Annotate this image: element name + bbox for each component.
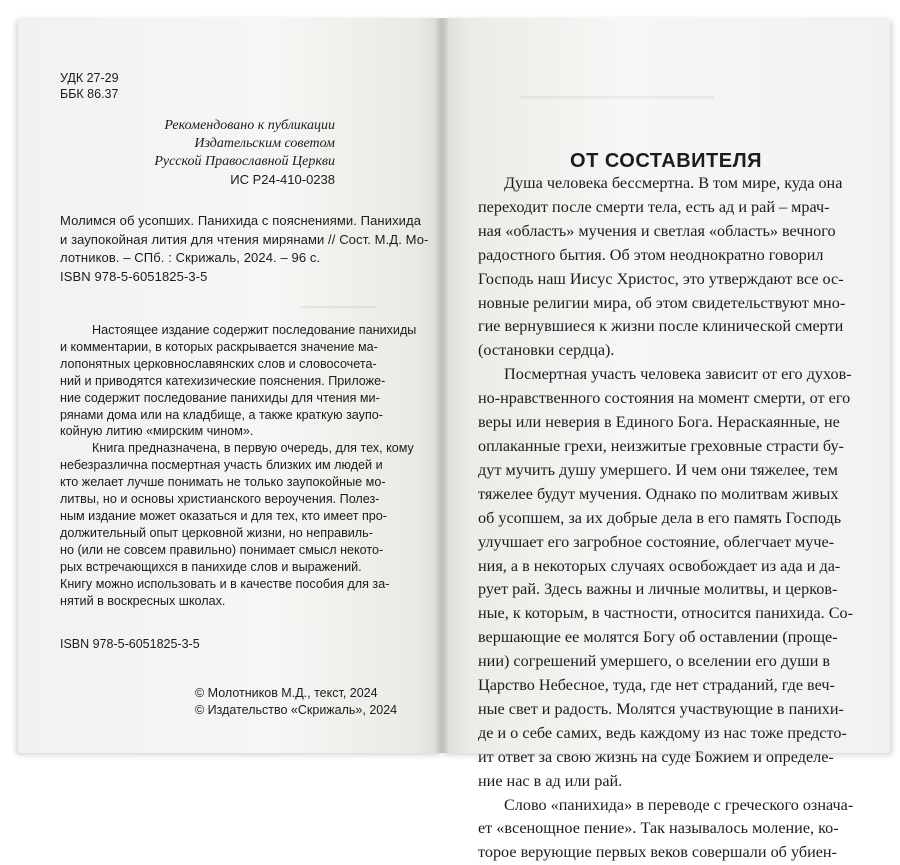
text-line: вершающие ее молятся Богу об оставлении (проще-: [478, 628, 838, 647]
text-line: торое верующие первых веков совершали об убиен-: [478, 843, 837, 862]
show-through-text: ━━━━━━━━━━━━━━━━━━━━━━━: [520, 91, 714, 106]
recommendation-note: [135, 117, 335, 189]
annotation-line: нятий в воскресных школах.: [60, 593, 226, 608]
annotation-line: ние содержит последование панихиды для чтения ми-: [60, 390, 380, 405]
annotation-line: Книга предназначена, в первую очередь, для тех, кому: [92, 441, 414, 456]
copyright-line: © Молотников М.Д., текст, 2024: [195, 686, 378, 700]
text-line: новные религии мира, об этом свидетельствуют мно-: [478, 293, 846, 312]
text-line: дут мучить душу умершего. И чем они тяжелее, тем: [478, 460, 838, 479]
text-line: ние нас в ад или рай.: [478, 771, 623, 790]
recommendation-line: Русской Православной Церкви: [154, 154, 335, 169]
biblio-line: и заупокойная лития для чтения мирянами // Сост. М.Д. Мо-: [60, 231, 429, 247]
annotation-line: Книгу можно использовать и в качестве пособия для за-: [60, 576, 390, 591]
annotation-line: Настоящее издание содержит последование панихиды: [92, 323, 417, 337]
text-line: Душа человека бессмертна. В том мире, куда она: [504, 174, 843, 192]
text-line: радостного бытия. Об этом неоднократно говорил: [478, 245, 824, 264]
text-line: Царство Небесное, туда, где нет страданий, где веч-: [478, 676, 835, 695]
text-line: но-нравственного состояния на момент смерти, от его: [478, 389, 851, 408]
text-line: ные свет и радость. Молятся участвующие в панихи-: [478, 699, 844, 718]
biblio-line: лотников. – СПб. : Скрижаль, 2024. – 96 с.: [60, 250, 321, 265]
text-line: переходит после смерти тела, есть ад и рай – мрач-: [478, 197, 830, 216]
text-line: ет «всенощное пение». Так называлось моление, ко-: [478, 819, 839, 838]
preface-text: [478, 172, 854, 865]
annotation-line: койную литию «мирским чином».: [60, 424, 254, 439]
ic-number: ИС Р24-410-0238: [230, 172, 335, 187]
text-line: гие вернувшиеся к жизни после клинической смерти: [478, 317, 844, 336]
classification-codes: [60, 70, 119, 102]
text-line: улучшает его загробное состояние, облегчает муче-: [478, 532, 835, 551]
text-line: Господь наш Иисус Христос, это утверждают все ос-: [478, 269, 844, 288]
annotation: [60, 322, 420, 609]
annotation-line: литвы, но и основы христианского вероучения. Полез-: [60, 492, 380, 507]
copyright-line: © Издательство «Скрижаль», 2024: [195, 703, 398, 717]
bibliographic-record: [60, 212, 428, 286]
text-line: Слово «панихида» в переводе с греческого означа-: [504, 795, 854, 814]
text-line: тяжелее будут мучения. Однако по молитвам живых: [478, 484, 839, 503]
udk-code: УДК 27-29: [60, 71, 119, 85]
text-line: об усопшем, за их добрые дела в его память Господь: [478, 508, 842, 527]
annotation-line: и комментарии, в которых раскрывается значение ма-: [60, 339, 378, 354]
text-line: нии) согрешений умершего, о вселении его души в: [478, 652, 831, 671]
text-line: де и о себе самих, ведь каждому из нас тоже предсто-: [478, 723, 847, 742]
annotation-line: кто желает лучше понимать не только заупокойные мо-: [60, 475, 386, 490]
annotation-line: ным издание может оказаться и для тех, кто имеет про-: [60, 508, 387, 523]
annotation-line: небезразлична посмертная участь близких им людей и: [60, 458, 383, 473]
copyright-block: [195, 685, 397, 719]
text-line: рует рай. Здесь важны и личные молитвы, и церков-: [478, 580, 838, 599]
annotation-line: должительный опыт церковной жизни, но неправиль-: [60, 525, 373, 540]
text-line: ные, к которым, в частности, относится панихида. Со-: [478, 604, 853, 623]
text-line: ит ответ за свою жизнь на суде Божием и определе-: [478, 747, 834, 766]
text-line: Посмертная участь человека зависит от его духов-: [504, 365, 852, 384]
page-title: ОТ СОСТАВИТЕЛЯ: [570, 150, 762, 172]
annotation-line: рянами дома или на кладбище, а также краткую заупо-: [60, 407, 383, 422]
isbn-bottom: ISBN 978-5-6051825-3-5: [60, 637, 200, 651]
biblio-line: Молимся об усопших. Панихида с пояснениями. Панихида: [60, 213, 422, 228]
text-line: ния, а в некоторых случаях освобождает из ада и да-: [478, 556, 841, 575]
text-line: ная «область» мучения и светлая «область» вечного: [478, 221, 836, 240]
text-line: (остановки сердца).: [478, 341, 615, 360]
text-line: оплаканные грехи, неизжитые греховные страсти бу-: [478, 436, 844, 455]
isbn-top: ISBN 978-5-6051825-3-5: [60, 268, 208, 284]
recommendation-line: Издательским советом: [194, 136, 335, 151]
annotation-line: рых встречающихся в панихиде слов и выражений.: [60, 559, 362, 574]
book-gutter: [436, 18, 448, 753]
annotation-line: лопонятных церковнославянских слов и словосочета-: [60, 356, 377, 371]
recommendation-line: Рекомендовано к публикации: [164, 118, 335, 133]
show-through-text: ━━━━━━━━━: [300, 301, 376, 316]
annotation-line: ний и приводятся катехизические пояснения. Приложе-: [60, 373, 386, 388]
text-line: веры или неверия в Единого Бога. Нераскаянные, не: [478, 413, 840, 432]
annotation-line: но (или не совсем правильно) понимает смысл некото-: [60, 542, 384, 557]
bbk-code: ББК 86.37: [60, 87, 119, 101]
